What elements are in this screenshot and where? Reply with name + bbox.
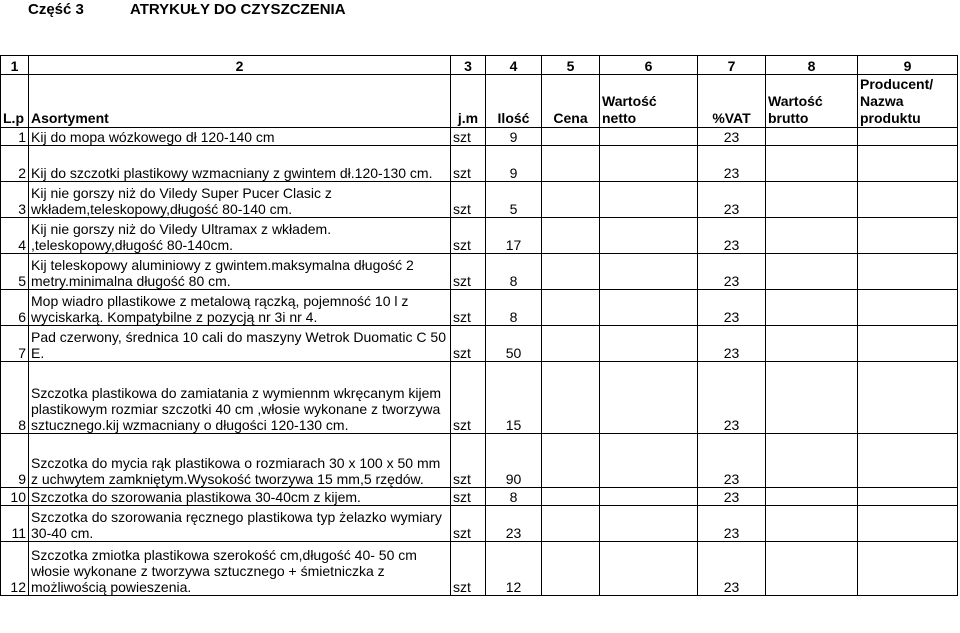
- row-description: Kij do mopa wózkowego dł 120-140 cm: [29, 128, 451, 146]
- column-header-row: [1, 75, 958, 128]
- part-label: Część 3: [28, 1, 84, 18]
- row-vat: 23: [698, 146, 766, 182]
- row-producer: [858, 506, 958, 542]
- row-price: [542, 128, 600, 146]
- row-producer: [858, 326, 958, 362]
- colnum-3: 3: [451, 56, 486, 75]
- row-vat: 23: [698, 542, 766, 596]
- colnum-8: 8: [766, 56, 858, 75]
- row-unit: szt: [451, 488, 486, 506]
- row-producer: [858, 290, 958, 326]
- table-row: [1, 488, 958, 506]
- row-description: Pad czerwony, średnica 10 cali do maszyny Wetrok Duomatic C 50 E.: [29, 326, 451, 362]
- row-producer: [858, 542, 958, 596]
- row-net-value: [600, 128, 698, 146]
- row-unit: szt: [451, 506, 486, 542]
- row-price: [542, 254, 600, 290]
- column-number-row: [1, 56, 958, 75]
- row-unit: szt: [451, 434, 486, 488]
- header-producent-line2: Nazwa: [860, 93, 904, 109]
- row-vat: 23: [698, 128, 766, 146]
- row-unit: szt: [451, 290, 486, 326]
- table-row: [1, 254, 958, 290]
- row-producer: [858, 488, 958, 506]
- row-unit: szt: [451, 362, 486, 434]
- header-asortyment: Asortyment: [29, 75, 451, 128]
- header-lp: L.p: [1, 75, 29, 128]
- header-producent-line3: produktu: [860, 110, 921, 126]
- row-unit: szt: [451, 182, 486, 218]
- row-vat: 23: [698, 362, 766, 434]
- row-lp: 12: [1, 542, 29, 596]
- header-ilosc: Ilość: [486, 75, 542, 128]
- row-quantity: 23: [486, 506, 542, 542]
- row-unit: szt: [451, 326, 486, 362]
- row-description: Szczotka do mycia rąk plastikowa o rozmiarach 30 x 100 x 50 mm z uchwytem zamkniętym.Wysokość tworzywa 15 mm,5 rzędów.: [29, 434, 451, 488]
- table-row: [1, 326, 958, 362]
- row-description: Kij do szczotki plastikowy wzmacniany z gwintem dł.120-130 cm.: [29, 146, 451, 182]
- row-gross-value: [766, 254, 858, 290]
- row-price: [542, 488, 600, 506]
- table-row: [1, 218, 958, 254]
- row-lp: 4: [1, 218, 29, 254]
- row-lp: 1: [1, 128, 29, 146]
- row-gross-value: [766, 506, 858, 542]
- row-gross-value: [766, 362, 858, 434]
- row-vat: 23: [698, 290, 766, 326]
- row-quantity: 12: [486, 542, 542, 596]
- header-vat: %VAT: [698, 75, 766, 128]
- header-producent-line1: Producent/: [860, 76, 934, 92]
- header-wartosc-brutto-line2: brutto: [768, 110, 809, 126]
- row-quantity: 5: [486, 182, 542, 218]
- row-price: [542, 362, 600, 434]
- row-price: [542, 290, 600, 326]
- row-vat: 23: [698, 326, 766, 362]
- row-vat: 23: [698, 218, 766, 254]
- page-title: ATRYKUŁY DO CZYSZCZENIA: [130, 1, 346, 18]
- row-producer: [858, 146, 958, 182]
- row-gross-value: [766, 146, 858, 182]
- row-net-value: [600, 326, 698, 362]
- colnum-1: 1: [1, 56, 29, 75]
- row-producer: [858, 362, 958, 434]
- row-net-value: [600, 182, 698, 218]
- row-quantity: 50: [486, 326, 542, 362]
- colnum-9: 9: [858, 56, 958, 75]
- row-quantity: 8: [486, 254, 542, 290]
- row-net-value: [600, 488, 698, 506]
- row-description: Kij teleskopowy aluminiowy z gwintem.maksymalna długość 2 metry.minimalna długość 80 cm.: [29, 254, 451, 290]
- row-description: Kij nie gorszy niż do Viledy Super Pucer Clasic z wkładem,teleskopowy,długość 80-140 cm.: [29, 182, 451, 218]
- header-wartosc-netto: [600, 75, 698, 128]
- header-wartosc-netto-line1: Wartość: [602, 93, 657, 109]
- table-row: [1, 434, 958, 488]
- row-lp: 5: [1, 254, 29, 290]
- header-producent: [858, 75, 958, 128]
- row-vat: 23: [698, 182, 766, 218]
- header-wartosc-netto-line2: netto: [602, 110, 637, 126]
- table-row: [1, 146, 958, 182]
- row-net-value: [600, 542, 698, 596]
- row-description: Szczotka do szorowania plastikowa 30-40cm z kijem.: [29, 488, 451, 506]
- row-gross-value: [766, 218, 858, 254]
- row-net-value: [600, 218, 698, 254]
- row-producer: [858, 218, 958, 254]
- row-vat: 23: [698, 506, 766, 542]
- colnum-7: 7: [698, 56, 766, 75]
- colnum-2: 2: [29, 56, 451, 75]
- row-vat: 23: [698, 434, 766, 488]
- table-row: [1, 362, 958, 434]
- table-row: [1, 290, 958, 326]
- row-description: Mop wiadro pllastikowe z metalową rączką, pojemność 10 l z wyciskarką. Kompatybilne z pozycją nr 3i nr 4.: [29, 290, 451, 326]
- colnum-6: 6: [600, 56, 698, 75]
- row-quantity: 8: [486, 488, 542, 506]
- row-description: Szczotka zmiotka plastikowa szerokość cm,długość 40- 50 cm włosie wykonane z tworzywa sztucznego + śmietniczka z możliwością powieszenia.: [29, 542, 451, 596]
- row-net-value: [600, 254, 698, 290]
- row-price: [542, 218, 600, 254]
- row-vat: 23: [698, 254, 766, 290]
- row-quantity: 8: [486, 290, 542, 326]
- row-quantity: 9: [486, 146, 542, 182]
- table-row: [1, 506, 958, 542]
- row-gross-value: [766, 128, 858, 146]
- row-producer: [858, 434, 958, 488]
- row-net-value: [600, 506, 698, 542]
- row-lp: 2: [1, 146, 29, 182]
- table-row: [1, 542, 958, 596]
- row-net-value: [600, 290, 698, 326]
- row-unit: szt: [451, 542, 486, 596]
- row-net-value: [600, 362, 698, 434]
- row-lp: 10: [1, 488, 29, 506]
- row-gross-value: [766, 434, 858, 488]
- row-description: Szczotka plastikowa do zamiatania z wymiennm wkręcanym kijem plastikowym rozmiar szczotki 40 cm ,włosie wykonane z tworzywa sztucznego.kij wzmacniany o długości 120-130 cm.: [29, 362, 451, 434]
- row-gross-value: [766, 542, 858, 596]
- row-gross-value: [766, 290, 858, 326]
- row-gross-value: [766, 182, 858, 218]
- row-gross-value: [766, 488, 858, 506]
- row-price: [542, 182, 600, 218]
- row-unit: szt: [451, 128, 486, 146]
- row-unit: szt: [451, 146, 486, 182]
- row-description: Szczotka do szorowania ręcznego plastikowa typ żelazko wymiary 30-40 cm.: [29, 506, 451, 542]
- items-table: [0, 55, 958, 596]
- row-producer: [858, 128, 958, 146]
- row-unit: szt: [451, 218, 486, 254]
- table-row: [1, 128, 958, 146]
- row-lp: 9: [1, 434, 29, 488]
- header-jm: j.m: [451, 75, 486, 128]
- row-quantity: 15: [486, 362, 542, 434]
- row-gross-value: [766, 326, 858, 362]
- row-net-value: [600, 146, 698, 182]
- row-lp: 6: [1, 290, 29, 326]
- row-producer: [858, 182, 958, 218]
- row-price: [542, 506, 600, 542]
- row-lp: 7: [1, 326, 29, 362]
- header-wartosc-brutto-line1: Wartość: [768, 93, 823, 109]
- row-price: [542, 434, 600, 488]
- row-net-value: [600, 434, 698, 488]
- row-lp: 11: [1, 506, 29, 542]
- header-wartosc-brutto: [766, 75, 858, 128]
- row-producer: [858, 254, 958, 290]
- row-price: [542, 146, 600, 182]
- header-cena: Cena: [542, 75, 600, 128]
- row-lp: 8: [1, 362, 29, 434]
- row-lp: 3: [1, 182, 29, 218]
- row-quantity: 17: [486, 218, 542, 254]
- row-description: Kij nie gorszy niż do Viledy Ultramax z wkładem. ,teleskopowy,długość 80-140cm.: [29, 218, 451, 254]
- row-quantity: 90: [486, 434, 542, 488]
- colnum-5: 5: [542, 56, 600, 75]
- row-quantity: 9: [486, 128, 542, 146]
- colnum-4: 4: [486, 56, 542, 75]
- row-price: [542, 542, 600, 596]
- table-row: [1, 182, 958, 218]
- row-price: [542, 326, 600, 362]
- row-unit: szt: [451, 254, 486, 290]
- row-vat: 23: [698, 488, 766, 506]
